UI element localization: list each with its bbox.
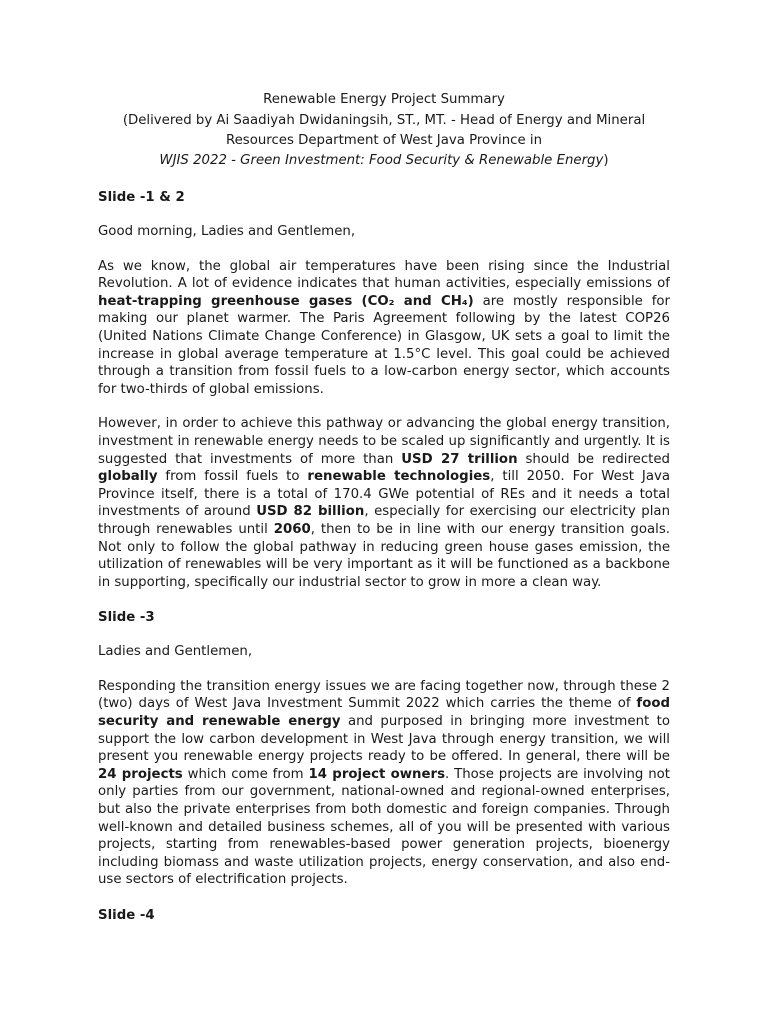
slide-heading-4: Slide -4 (98, 908, 155, 923)
emphasis-usd-27-trillion: USD 27 trillion (401, 451, 518, 467)
text-run: which come from (182, 766, 309, 782)
emphasis-usd-82-billion: USD 82 billion (256, 504, 365, 520)
text-run: and purposed in bringing more investment to support the low carbon development in West Java through energy transition, we will present you renewable energy projects ready to be offered. In general, there will be (98, 714, 670, 765)
document-title: Renewable Energy Project Summary (263, 92, 505, 107)
climate-context-paragraph (98, 258, 670, 399)
subtitle-close-paren: ) (603, 153, 609, 168)
emphasis-2060: 2060 (273, 521, 311, 537)
subtitle-event-name: WJIS 2022 - Green Investment: Food Security & Renewable Energy (159, 153, 604, 168)
subtitle-delivered-by: (Delivered by Ai Saadiyah Dwidaningsih, ST., MT. - Head of Energy and Mineral Resources Department of West Java Province in (122, 113, 646, 148)
investment-paragraph (98, 415, 670, 591)
emphasis-greenhouse-gases: heat-trapping greenhouse gases (CO₂ and CH₄) (98, 293, 474, 309)
text-run: As we know, the global air temperatures have been rising since the Industrial Revolution. A lot of evidence indicates that human activities, especially emissions of (98, 258, 670, 292)
text-run: , especially for exercising our electricity plan through renewables until (98, 504, 670, 537)
greeting-paragraph: Ladies and Gentlemen, (98, 644, 253, 660)
emphasis-globally: globally (98, 469, 158, 485)
emphasis-24-projects: 24 projects (98, 766, 183, 782)
slide-heading-1-2: Slide -1 & 2 (98, 190, 185, 205)
document-subtitle (98, 111, 670, 171)
text-run: However, in order to achieve this pathway or advancing the global energy transition, investment in renewable energy needs to be scaled up significantly and urgently. It is suggested that investments of more than (98, 416, 670, 467)
text-run: from fossil fuels to (157, 469, 308, 485)
text-run: Responding the transition energy issues we are facing together now, through these 2 (two) days of West Java Investment Summit 2022 which carries the theme of (98, 678, 670, 712)
emphasis-summit-theme: food security and renewable energy (98, 696, 670, 730)
text-run: are mostly responsible for making our planet warmer. The Paris Agreement following by the latest COP26 (United Nations Climate Change Conference) in Glasgow, UK sets a goal to limit the increase in global average temperature at 1.5°C level. This goal could be achieved through a transition from fossil fuels to a low-carbon energy sector, which accounts for two-thirds of global emissions. (98, 293, 670, 397)
text-run: should be redirected (517, 451, 670, 467)
emphasis-14-project-owners: 14 project owners (308, 766, 445, 782)
emphasis-renewable-technologies: renewable technologies (307, 469, 491, 485)
text-run: , till 2050. For West Java Province itself, there is a total of 170.4 GWe potential of REs and it needs a total investments of around (98, 469, 670, 520)
greeting-paragraph: Good morning, Ladies and Gentlemen, (98, 224, 356, 239)
projects-paragraph (98, 678, 670, 889)
text-run: , then to be in line with our energy transition goals. Not only to follow the global pathway in reducing green house gases emission, the utilization of renewables will be very important as it will be functioned as a backbone in supporting, specifically our industrial sector to grow in more a clean way. (98, 521, 670, 590)
slide-heading-3: Slide -3 (98, 610, 155, 626)
text-run: . Those projects are involving not only parties from our government, national-owned and regional-owned enterprises, but also the private enterprises from both domestic and foreign companies. Through well-known and detailed business schemes, all of you will be presented with various projects, starting from renewables-based power generation projects, bioenergy including biomass and waste utilization projects, energy conservation, and also end-use sectors of electrification projects. (98, 766, 671, 888)
